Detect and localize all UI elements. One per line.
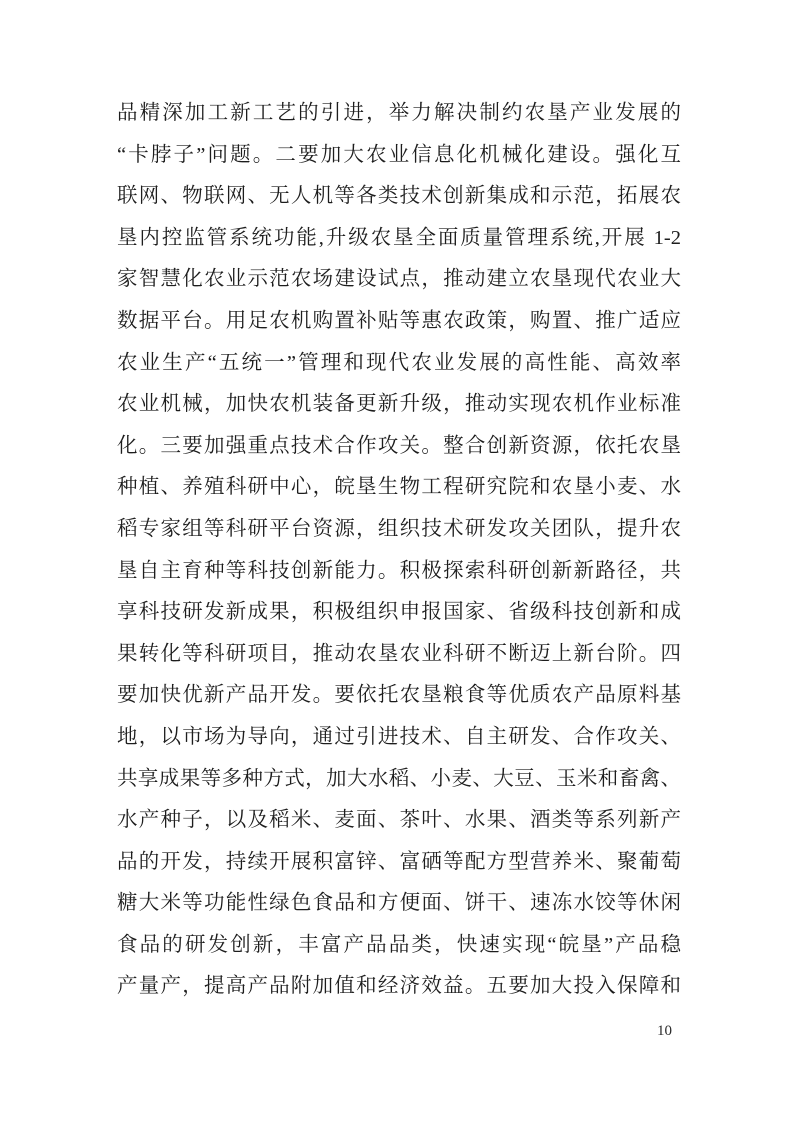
- text-line: 垦自主育种等科技创新能力。积极探索科研创新新路径，共: [117, 559, 681, 582]
- text-line: 产量产，提高产品附加值和经济效益。五要加大投入保障和: [117, 975, 681, 998]
- body-text: [117, 93, 681, 1008]
- text-line: 数据平台。用足农机购置补贴等惠农政策，购置、推广适应: [117, 309, 681, 332]
- text-line: 化。三要加强重点技术合作攻关。整合创新资源，依托农垦: [117, 434, 681, 457]
- text-line: “卡脖子”问题。二要加大农业信息化机械化建设。强化互: [117, 143, 681, 166]
- text-line: 地，以市场为导向，通过引进技术、自主研发、合作攻关、: [117, 725, 681, 748]
- text-line: 共享成果等多种方式，加大水稻、小麦、大豆、玉米和畜禽、: [117, 767, 681, 790]
- text-line: 食品的研发创新，丰富产品品类，快速实现“皖垦”产品稳: [117, 933, 681, 956]
- page-number: 10: [657, 1023, 672, 1039]
- text-line: 果转化等科研项目，推动农垦农业科研不断迈上新台阶。四: [117, 642, 681, 665]
- text-line: 农业机械，加快农机装备更新升级，推动实现农机作业标准: [117, 393, 681, 416]
- text-line: 享科技研发新成果，积极组织申报国家、省级科技创新和成: [117, 601, 681, 624]
- text-line: 品精深加工新工艺的引进，举力解决制约农垦产业发展的: [117, 102, 681, 124]
- text-line: 农业生产“五统一”管理和现代农业发展的高性能、高效率: [117, 351, 681, 374]
- text-line: 种植、养殖科研中心，皖垦生物工程研究院和农垦小麦、水: [117, 476, 681, 499]
- text-line: 家智慧化农业示范农场建设试点，推动建立农垦现代农业大: [117, 268, 681, 291]
- text-line: 联网、物联网、无人机等各类技术创新集成和示范，拓展农: [117, 185, 681, 208]
- text-line: 垦内控监管系统功能,升级农垦全面质量管理系统,开展 1-2: [117, 226, 681, 249]
- text-line: 水产种子，以及稻米、麦面、茶叶、水果、酒类等系列新产: [117, 809, 681, 832]
- text-line: 糖大米等功能性绿色食品和方便面、饼干、速冻水饺等休闲: [117, 892, 681, 915]
- text-line: 要加快优新产品开发。要依托农垦粮食等优质农产品原料基: [117, 684, 681, 707]
- text-line: 稻专家组等科研平台资源，组织技术研发攻关团队，提升农: [117, 517, 681, 540]
- text-line: 品的开发，持续开展积富锌、富硒等配方型营养米、聚葡萄: [117, 850, 681, 873]
